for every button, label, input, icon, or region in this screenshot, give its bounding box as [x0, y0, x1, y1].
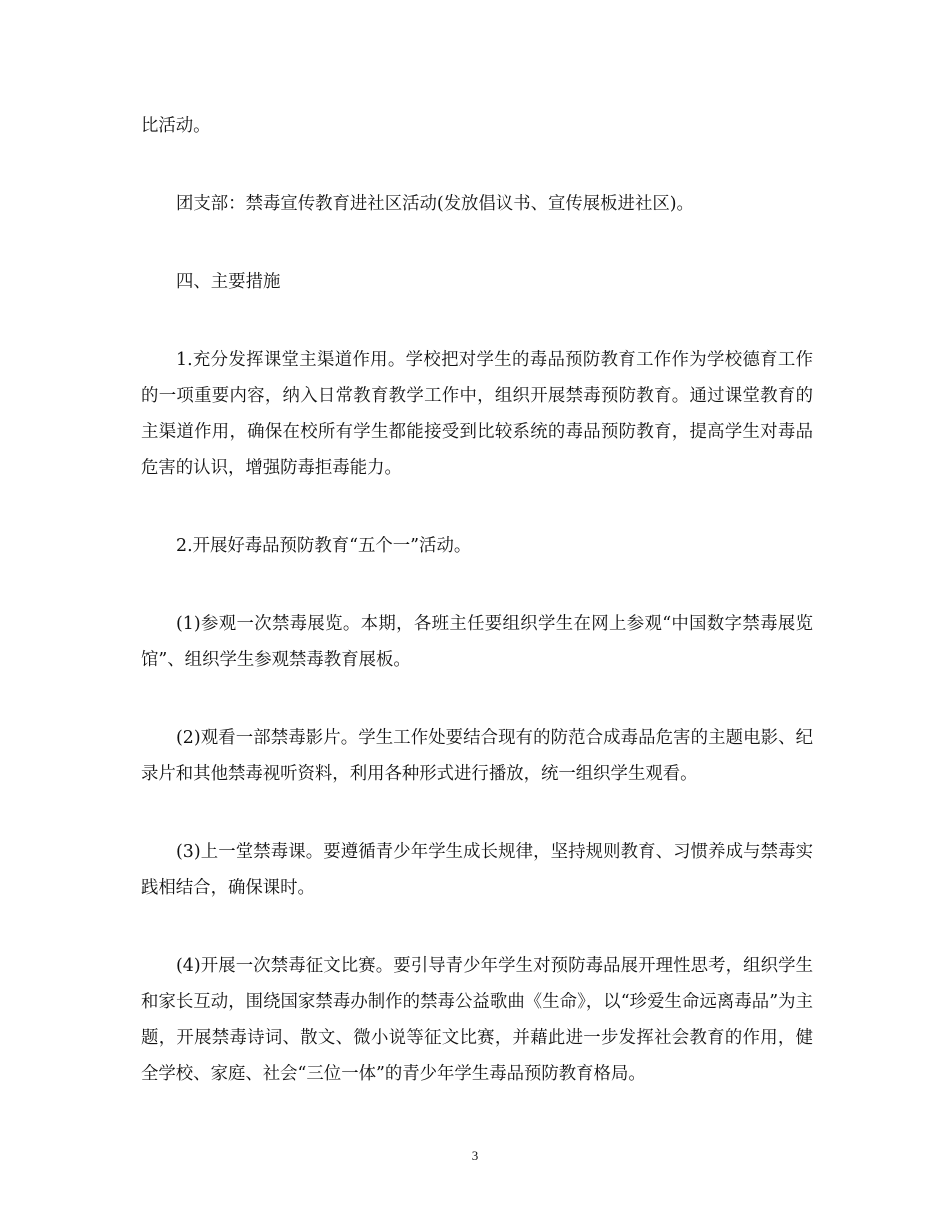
paragraph-item-1: (1)参观一次禁毒展览。本期，各班主任要组织学生在网上参观“中国数字禁毒展览馆”、组织学生参观禁毒教育展板。 [141, 614, 813, 670]
paragraph-measure-1: 1.充分发挥课堂主渠道作用。学校把对学生的毒品预防教育工作作为学校德育工作的一项重要内容，纳入日常教育教学工作中，组织开展禁毒预防教育。通过课堂教育的主渠道作用，确保在校所有学生都能接受到比较系统的毒品预防教育，提高学生对毒品危害的认识，增强防毒拒毒能力。 [141, 350, 813, 478]
document-body [141, 108, 813, 1134]
paragraph-measure-2: 2.开展好毒品预防教育“五个一”活动。 [176, 536, 472, 556]
paragraph-item-4: (4)开展一次禁毒征文比赛。要引导青少年学生对预防毒品展开理性思考，组织学生和家长互动，围绕国家禁毒办制作的禁毒公益歌曲《生命》，以“珍爱生命远离毒品”为主题，开展禁毒诗词、散文、微小说等征文比赛，并藉此进一步发挥社会教育的作用，健全学校、家庭、社会“三位一体”的青少年学生毒品预防教育格局。 [141, 956, 813, 1084]
page-number: 3 [471, 1148, 479, 1163]
paragraph-item-3: (3)上一堂禁毒课。要遵循青少年学生成长规律，坚持规则教育、习惯养成与禁毒实践相结合，确保课时。 [141, 842, 813, 898]
paragraph-continuation: 比活动。 [141, 116, 211, 136]
section-heading-main-measures: 四、主要措施 [176, 272, 281, 292]
paragraph-youth-league: 团支部：禁毒宣传教育进社区活动(发放倡议书、宣传展板进社区)。 [176, 194, 694, 214]
paragraph-item-2: (2)观看一部禁毒影片。学生工作处要结合现有的防范合成毒品危害的主题电影、纪录片和其他禁毒视听资料，利用各种形式进行播放，统一组织学生观看。 [141, 728, 813, 784]
